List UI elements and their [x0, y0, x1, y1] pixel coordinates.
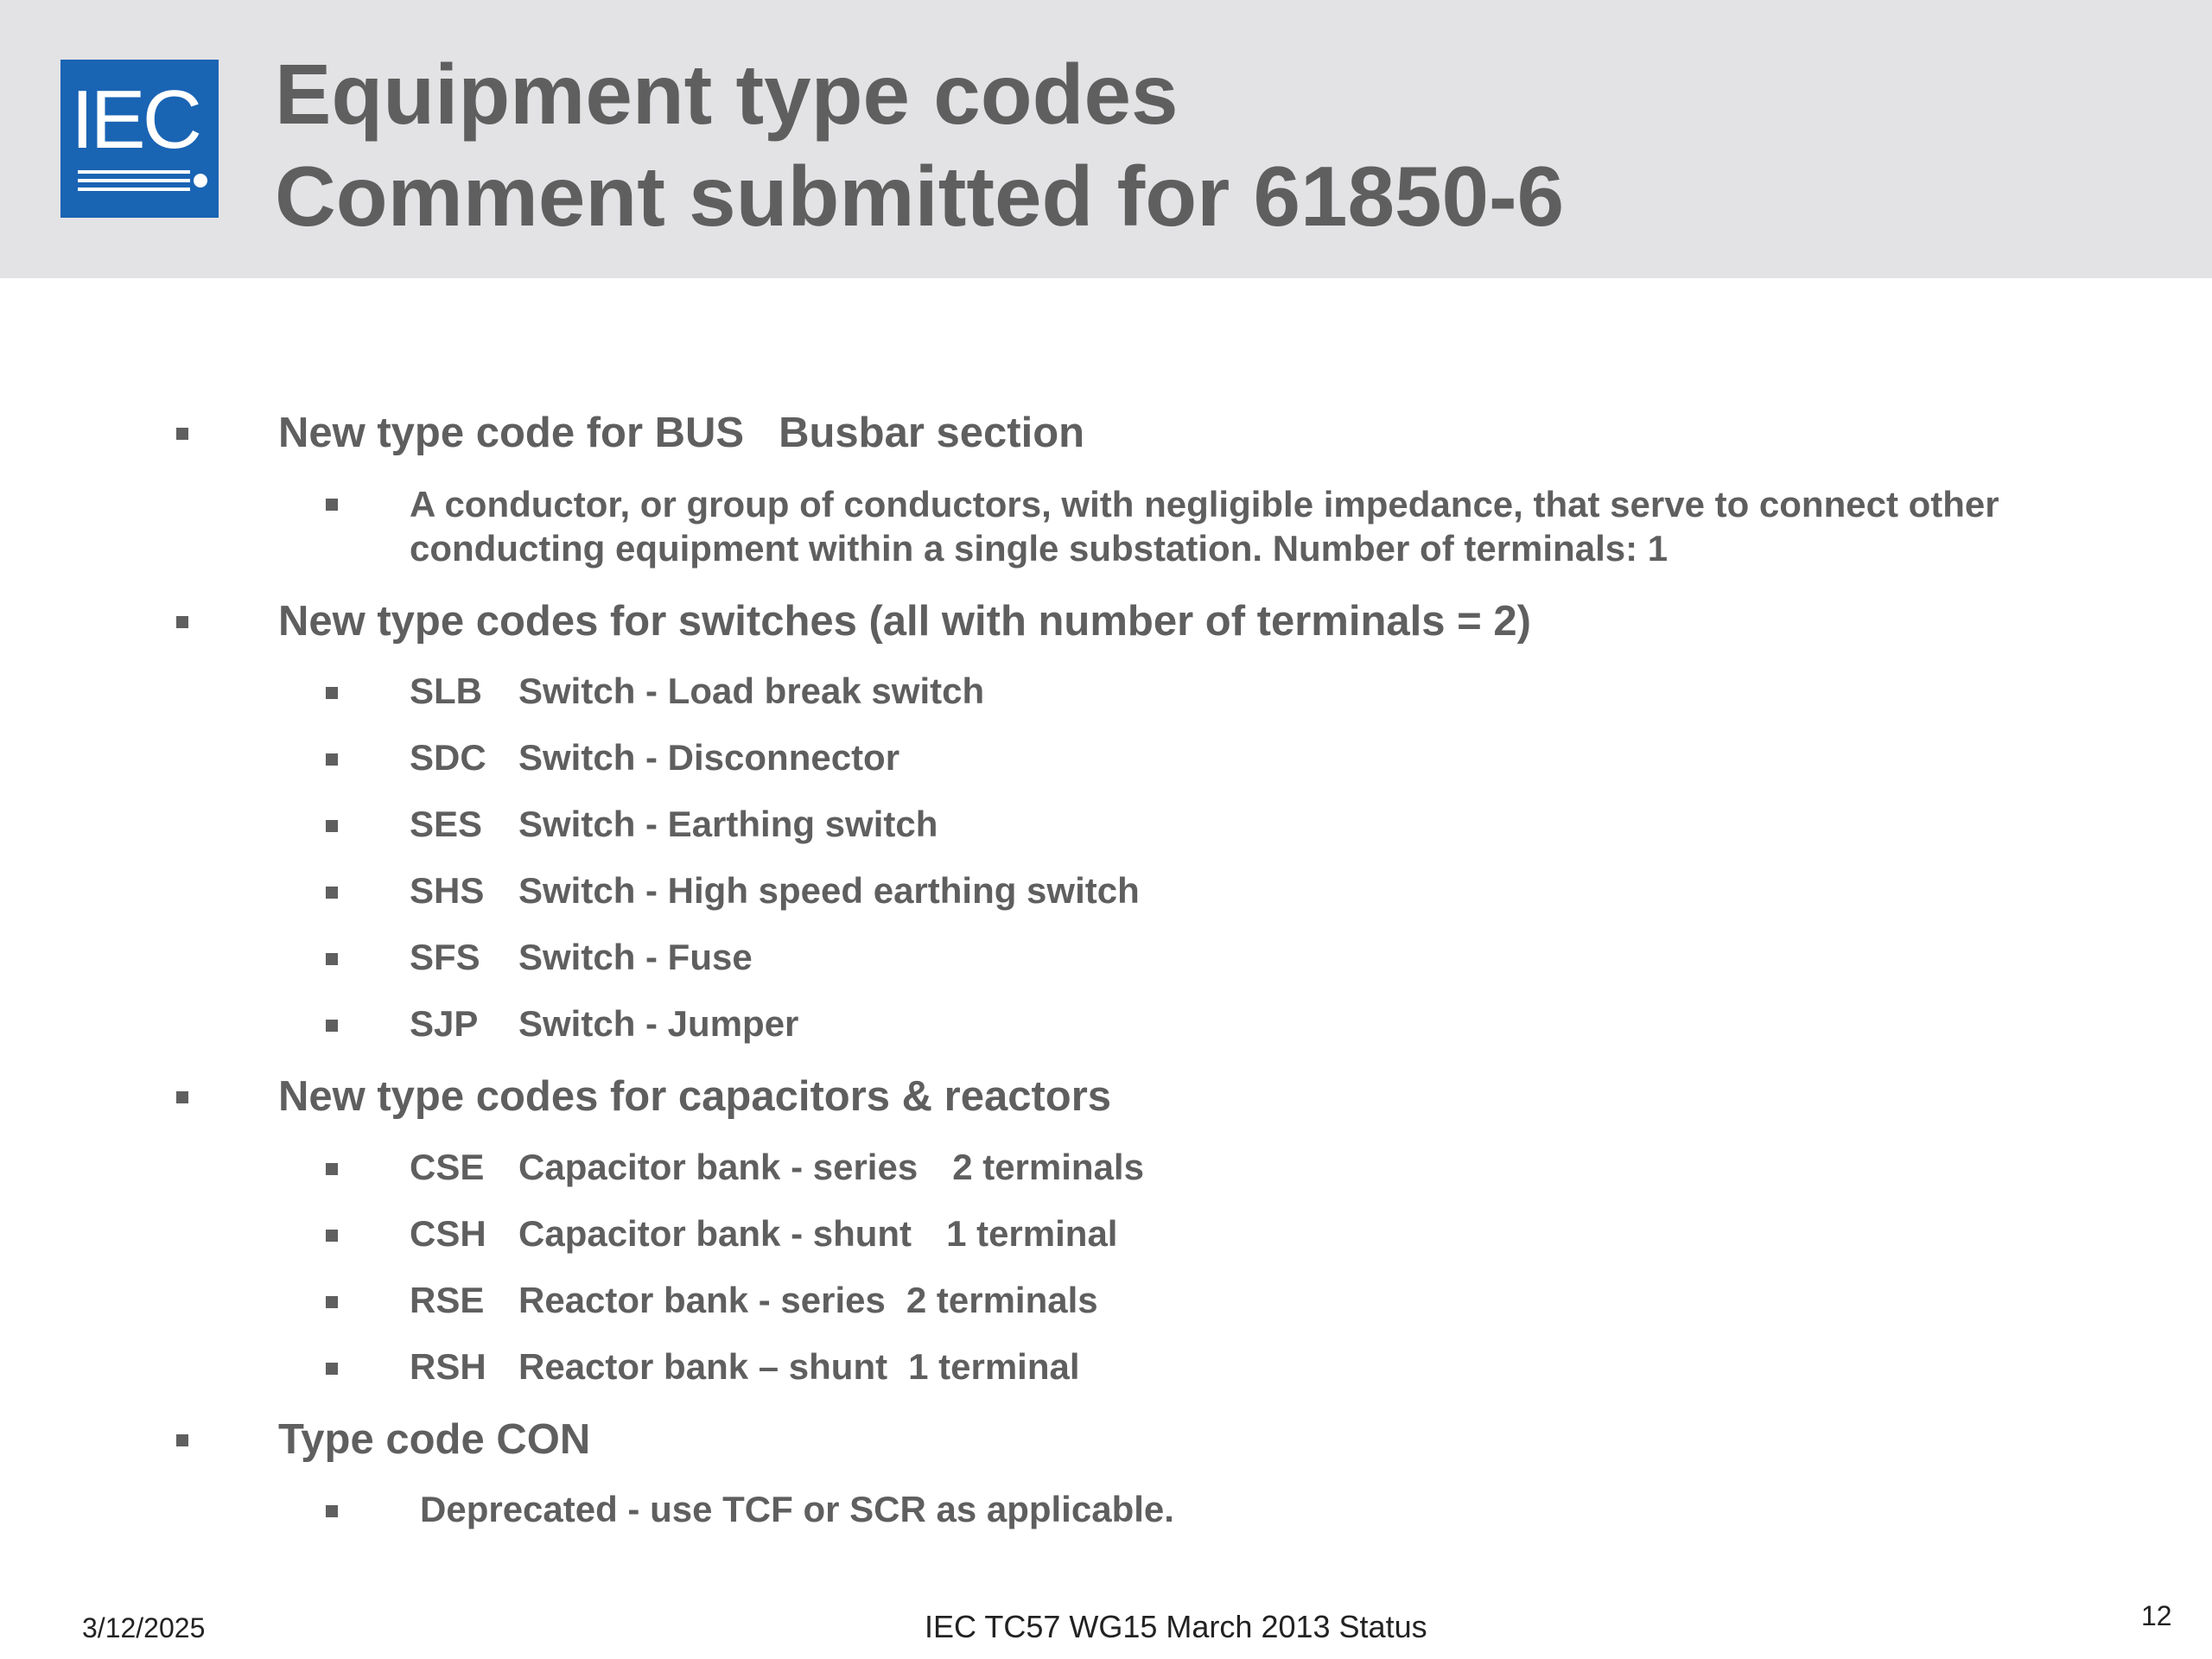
- heading-bus-code: New type code for BUS: [278, 410, 745, 456]
- section-heading-switches: New type codes for switches (all with number of terminals = 2): [278, 598, 1531, 645]
- bullet-marker: [176, 1434, 188, 1446]
- bullet-marker: [176, 428, 188, 440]
- sub-bullet-marker: [326, 887, 338, 899]
- sub-bullet-marker: [326, 1230, 338, 1242]
- type-terminals: 2 terminals: [906, 1280, 1098, 1320]
- bus-definition: A conductor, or group of conductors, with negligible impedance, that serve to connect other conducting equipment within a single substation. Number of terminals: 1: [410, 484, 1999, 569]
- list-item: [410, 804, 938, 845]
- sub-bullet-marker: [326, 1163, 338, 1175]
- sub-bullet-marker: [326, 1363, 338, 1375]
- list-item: [410, 937, 753, 978]
- type-desc: Switch - Disconnector: [518, 737, 900, 778]
- type-code: SHS: [410, 870, 485, 911]
- bullet-marker: [176, 1091, 188, 1103]
- list-item: [410, 1147, 1144, 1188]
- type-desc: Reactor bank - series: [518, 1280, 886, 1320]
- list-item: [410, 1213, 1117, 1255]
- type-desc: Switch - Fuse: [518, 937, 753, 977]
- type-code: SLB: [410, 671, 482, 711]
- sub-bullet-marker: [326, 499, 338, 511]
- section-heading-con: Type code CON: [278, 1416, 591, 1463]
- page-number: 12: [2141, 1600, 2172, 1631]
- type-code: CSE: [410, 1147, 485, 1187]
- section-heading-bus: [278, 409, 1084, 457]
- title-line-2: Comment submitted for 61850-6: [275, 149, 1565, 244]
- list-item: [410, 671, 984, 712]
- type-desc: Reactor bank – shunt: [518, 1346, 888, 1387]
- sub-bullet-marker: [326, 1505, 338, 1517]
- sub-bullet-marker: [326, 953, 338, 965]
- logo-lines-icon: [78, 168, 207, 203]
- sub-bullet-marker: [326, 820, 338, 832]
- type-desc: Capacitor bank - shunt: [518, 1213, 912, 1254]
- section-heading-capacitors: New type codes for capacitors & reactors: [278, 1073, 1112, 1120]
- type-terminals: 2 terminals: [952, 1147, 1144, 1187]
- type-code: RSE: [410, 1280, 485, 1320]
- type-code: SES: [410, 804, 483, 844]
- type-code: SJP: [410, 1003, 479, 1044]
- con-deprecated-note: Deprecated - use TCF or SCR as applicable.: [420, 1489, 1174, 1529]
- list-item: [410, 1003, 798, 1045]
- logo-text: IEC: [71, 73, 200, 166]
- list-item: [410, 737, 899, 779]
- type-code: RSH: [410, 1346, 486, 1387]
- page-title: [275, 43, 2176, 247]
- list-item: [410, 870, 1140, 912]
- type-desc: Switch - High speed earthing switch: [518, 870, 1140, 911]
- type-terminals: 1 terminal: [908, 1346, 1080, 1387]
- bullet-marker: [176, 616, 188, 628]
- sub-bullet-marker: [326, 687, 338, 699]
- list-item: [410, 1346, 1080, 1388]
- list-item: [410, 1280, 1098, 1321]
- footer-title: IEC TC57 WG15 March 2013 Status: [925, 1609, 1427, 1644]
- sub-bullet-marker: [326, 753, 338, 766]
- type-terminals: 1 terminal: [946, 1213, 1118, 1254]
- iec-logo: [60, 60, 219, 218]
- type-desc: Switch - Earthing switch: [518, 804, 938, 844]
- sub-bullet-marker: [326, 1020, 338, 1032]
- type-desc: Capacitor bank - series: [518, 1147, 918, 1187]
- footer-date: 3/12/2025: [82, 1612, 206, 1643]
- type-code: SFS: [410, 937, 480, 977]
- type-code: CSH: [410, 1213, 486, 1254]
- sub-bullet-marker: [326, 1296, 338, 1308]
- heading-bus-desc: Busbar section: [779, 410, 1085, 456]
- title-line-1: Equipment type codes: [275, 47, 1179, 142]
- type-desc: Switch - Jumper: [518, 1003, 799, 1044]
- type-code: SDC: [410, 737, 486, 778]
- type-desc: Switch - Load break switch: [518, 671, 985, 711]
